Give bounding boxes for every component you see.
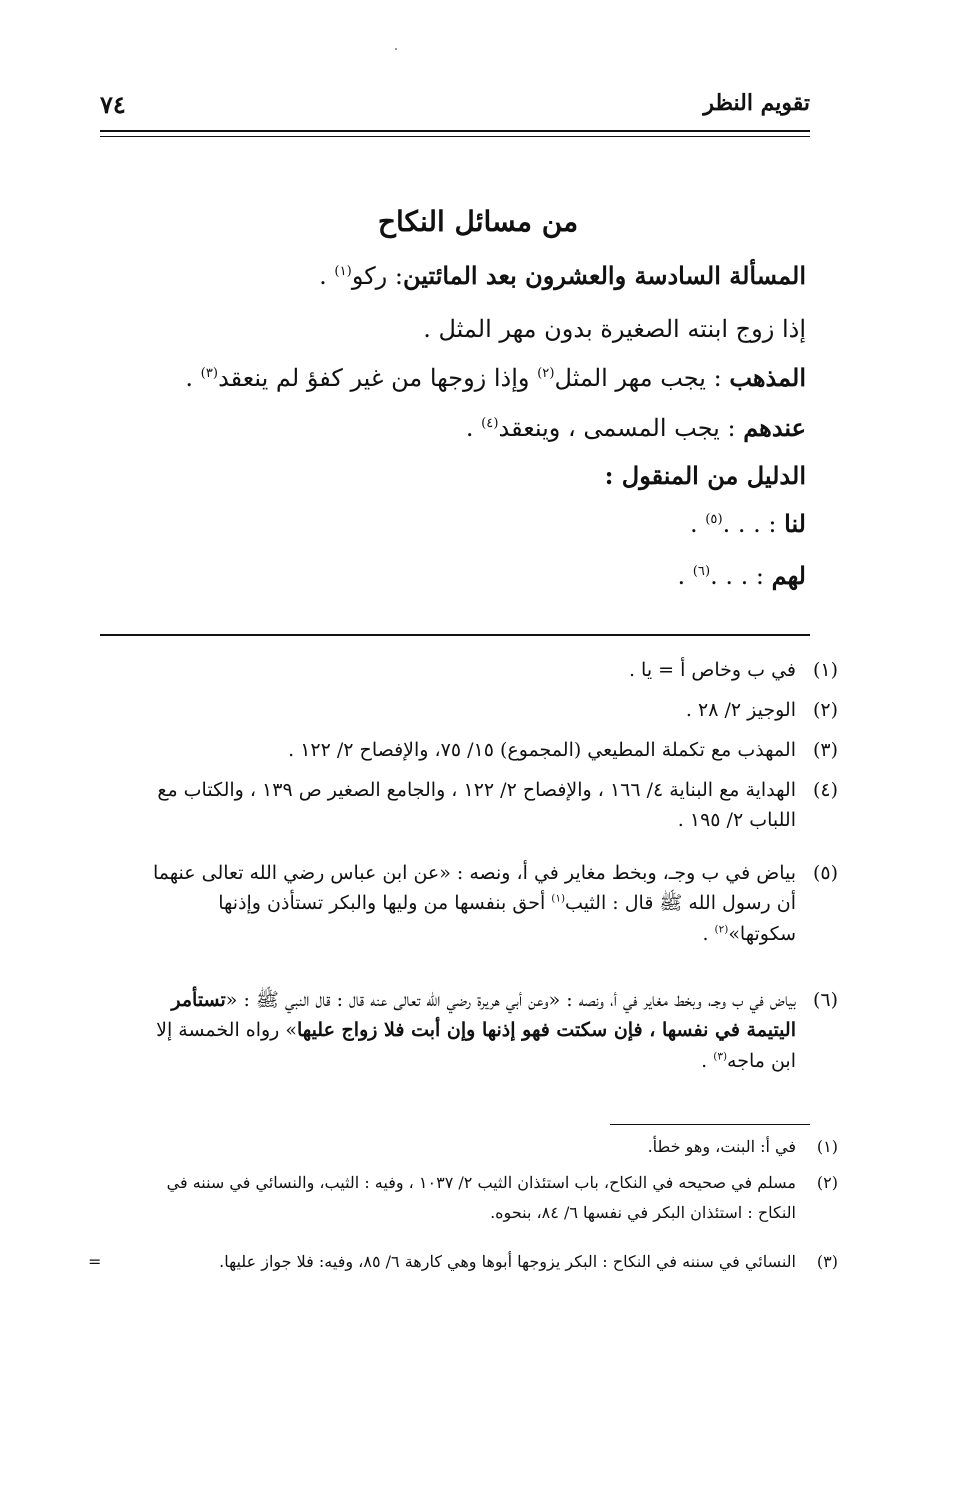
punct: .: [702, 922, 715, 945]
hadith-text: تستأمر اليتيمة في نفسها ، فإن سكتت فهو إذنها وإن أبت فلا زواج عليها: [171, 989, 796, 1042]
footnote-6: [138, 985, 838, 1076]
opponents-label: عندهم: [743, 413, 806, 442]
issue-label: المسألة السادسة والعشرون بعد المائتين: [402, 261, 806, 290]
section-title: من مسائل النكاح: [377, 205, 579, 238]
footnote-text-a: بياض في ب وجـ، وبخط مغاير في أ، ونصه : «وعن أبي هريرة رضي الله تعالى عنه قال : قال النبي ﷺ : «: [225, 989, 796, 1011]
footnote-number: (٥): [812, 862, 838, 884]
punct: .: [465, 414, 482, 442]
punct: .: [185, 364, 201, 392]
footnote-text: [138, 858, 796, 949]
continuation-mark: =: [88, 1252, 102, 1271]
footnote-ref: (٦): [692, 564, 711, 579]
evidence-heading: الدليل من المنقول :: [604, 461, 806, 490]
subfootnote-2: [138, 1168, 838, 1227]
footnote-number: (٣): [816, 1252, 838, 1271]
footnote-2: [138, 695, 838, 725]
madhhab-text-b: وإذا زوجها من غير كفؤ لم ينعقد: [218, 364, 538, 392]
footnote-text: في ب وخاص أ = يا .: [628, 659, 796, 681]
footnote-number: (٢): [812, 699, 838, 721]
footnote-text-b: أحق بنفسها من وليها والبكر تستأذن وإذنها سكوتها»: [218, 892, 796, 945]
footnote-text: مسلم في صحيحه في النكاح، باب استئذان الثيب ٢/ ١٠٣٧ ، وفيه : الثيب، والنسائي في سننه في النكاح : استئذان البكر في نفسها ٦/ ٨٤، بنحوه.: [166, 1173, 796, 1222]
footnote-separator: [100, 634, 810, 636]
punct: .: [677, 562, 693, 590]
issue-code: : ركو: [351, 262, 403, 290]
subfootnote-separator: [610, 1124, 810, 1125]
footnote-number: (١): [816, 1137, 838, 1156]
subfootnote-3: [138, 1247, 838, 1277]
footnote-ref: (٢): [714, 923, 729, 936]
footnote-ref: (٣): [200, 366, 219, 381]
our-label: لنا: [784, 509, 806, 538]
footnote-5: [138, 858, 838, 949]
footnote-text-a: بياض في ب وجـ، وبخط مغاير في أ، ونصه : «عن ابن عباس رضي الله تعالى عنهما أن رسول الله ﷺ قال : الثيب: [152, 862, 796, 915]
header-rule-top: [100, 130, 810, 132]
our-evidence-line: [690, 510, 806, 539]
opponents-line: [466, 414, 806, 443]
their-label: لهم: [771, 561, 806, 590]
footnote-text: المهذب مع تكملة المطيعي (المجموع) ١٥/ ٧٥، والإفصاح ٢/ ١٢٢ .: [288, 739, 796, 761]
header-rule-bottom: [100, 136, 810, 137]
footnote-text: الهداية مع البناية ٤/ ١٦٦ ، والإفصاح ٢/ ١٢٢ ، والجامع الصغير ص ١٣٩ ، والكتاب مع اللباب ٢/ ١٩٥ .: [157, 779, 796, 832]
footnote-ref: (٣): [713, 1050, 728, 1063]
running-title: تقويم النظر: [703, 90, 810, 116]
madhhab-line: [185, 364, 806, 393]
issue-heading: [319, 262, 806, 291]
page-header: [100, 90, 810, 130]
footnote-text: [138, 985, 796, 1076]
their-evidence-line: [677, 562, 806, 591]
footnote-text: الوجيز ٢/ ٢٨ .: [685, 699, 796, 721]
madhhab-label: المذهب: [729, 363, 806, 392]
footnote-ref: (٤): [481, 416, 499, 431]
footnote-ref: (٢): [537, 366, 555, 381]
issue-statement: إذا زوج ابنته الصغيرة بدون مهر المثل .: [423, 315, 806, 343]
footnote-number: (٣): [812, 739, 838, 761]
footnote-4: [138, 775, 838, 836]
page-number: ٧٤: [100, 90, 126, 119]
ellipsis: : . . .: [722, 510, 785, 538]
footnote-number: (٢): [816, 1173, 838, 1192]
ellipsis: : . . .: [710, 562, 772, 590]
footnote-text-b: » رواه الخمسة إلا ابن ماجه: [156, 1019, 796, 1072]
footnote-text: في أ: البنت، وهو خطأ.: [647, 1137, 796, 1156]
scan-speck: [395, 48, 397, 50]
footnote-number: (٤): [812, 779, 838, 801]
opponents-text: : يجب المسمى ، وينعقد: [498, 414, 744, 442]
footnote-ref: (١): [551, 893, 566, 906]
footnote-number: (٦): [812, 989, 838, 1011]
punct: .: [689, 510, 706, 538]
punct: .: [701, 1049, 714, 1072]
footnote-1: [138, 655, 838, 685]
footnote-3: [138, 735, 838, 765]
punct: .: [319, 262, 335, 290]
footnote-number: (١): [812, 659, 838, 681]
subfootnote-1: [138, 1132, 838, 1162]
footnote-ref: (١): [334, 264, 352, 279]
footnote-ref: (٥): [705, 512, 723, 527]
madhhab-text-a: : يجب مهر المثل: [554, 364, 730, 392]
footnote-text: النسائي في سننه في النكاح : البكر يزوجها أبوها وهي كارهة ٦/ ٨٥، وفيه: فلا جواز عليها.: [219, 1252, 796, 1271]
